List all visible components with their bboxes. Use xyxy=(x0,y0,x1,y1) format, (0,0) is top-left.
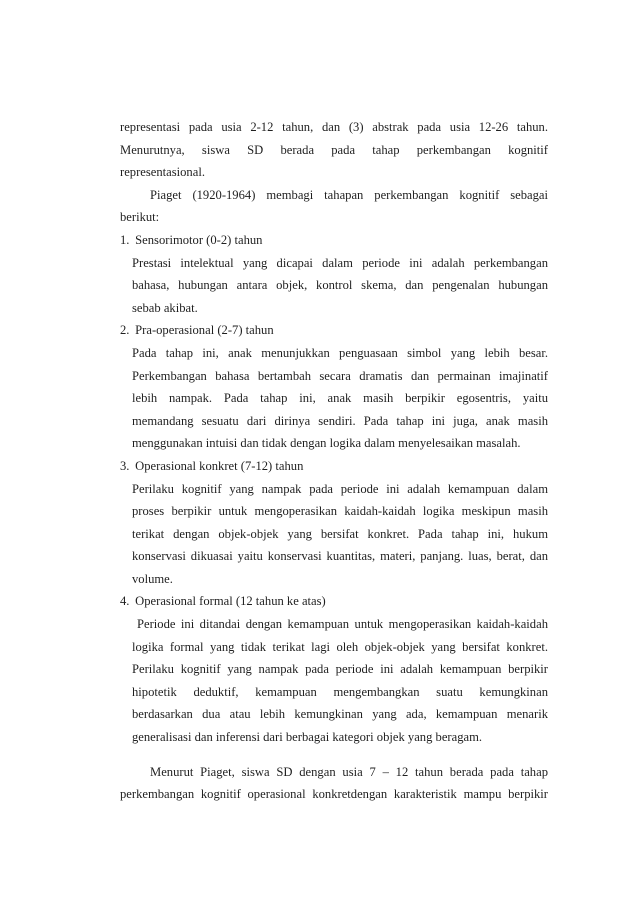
text-line: hipotetik deduktif, kemampuan mengembangkan suatu kemungkinan xyxy=(132,684,548,699)
stage-heading xyxy=(120,229,548,252)
text-line: Prestasi intelektual yang dicapai dalam periode ini adalah perkembangan xyxy=(132,255,548,270)
intro-paragraph xyxy=(120,116,548,184)
text-line: Piaget (1920-1964) membagi tahapan perkembangan kognitif sebagai xyxy=(150,187,548,202)
stage-title: Operasional formal (12 tahun ke atas) xyxy=(135,594,326,609)
stage-list xyxy=(120,229,548,749)
stage-number: 1. xyxy=(120,232,130,247)
stage-title: Operasional konkret (7-12) tahun xyxy=(135,458,304,473)
stage-number: 3. xyxy=(120,458,130,473)
text-line: terikat dengan objek-objek yang bersifat konkret. Pada tahap ini, hukum xyxy=(132,526,548,541)
stage-item-pra-operasional xyxy=(120,319,548,455)
text-line: Perilaku kognitif yang nampak pada periode ini adalah kemampuan berpikir xyxy=(132,662,548,677)
text-line: berikut: xyxy=(120,210,160,225)
stage-item-sensorimotor xyxy=(120,229,548,319)
text-line: konservasi dikuasai yaitu konservasi kuantitas, materi, panjang. luas, berat, dan xyxy=(132,549,548,564)
stage-item-operasional-formal xyxy=(120,590,548,748)
stage-heading xyxy=(120,455,548,478)
stage-heading xyxy=(120,319,548,342)
piaget-intro-paragraph xyxy=(120,184,548,229)
paragraph-gap xyxy=(120,749,548,761)
stage-title: Sensorimotor (0-2) tahun xyxy=(135,232,263,247)
text-line: Menurut Piaget, siswa SD dengan usia 7 – 12 tahun berada pada tahap xyxy=(150,764,548,779)
text-line: Periode ini ditandai dengan kemampuan untuk mengoperasikan kaidah-kaidah xyxy=(137,617,548,632)
closing-paragraph xyxy=(120,761,548,806)
stage-title: Pra-operasional (2-7) tahun xyxy=(135,323,274,338)
text-line: representasional. xyxy=(120,165,205,180)
text-line: Menurutnya, siswa SD berada pada tahap perkembangan kognitif xyxy=(120,142,548,157)
text-line: perkembangan kognitif operasional konkretdengan karakteristik mampu berpikir xyxy=(120,787,548,802)
text-line: representasi pada usia 2-12 tahun, dan (3) abstrak pada usia 12-26 tahun. xyxy=(120,120,548,134)
text-line: Pada tahap ini, anak menunjukkan penguasaan simbol yang lebih besar. xyxy=(132,345,548,360)
text-line: volume. xyxy=(132,571,173,586)
stage-heading xyxy=(120,590,548,613)
text-line: menggunakan intuisi dan tidak dengan logika dalam menyelesaikan masalah. xyxy=(132,436,521,451)
document-body xyxy=(120,116,548,806)
text-line: proses berpikir untuk mengoperasikan kaidah-kaidah logika meskipun masih xyxy=(132,504,548,519)
text-line: memandang sesuatu dari dirinya sendiri. Pada tahap ini juga, anak masih xyxy=(132,413,548,428)
text-line: Perkembangan bahasa bertambah secara dramatis dan permainan imajinatif xyxy=(132,368,548,383)
stage-item-operasional-konkret xyxy=(120,455,548,591)
text-line: berdasarkan dua atau lebih kemungkinan yang ada, kemampuan menarik xyxy=(132,707,548,722)
text-line: logika formal yang tidak terikat lagi oleh objek-objek yang bersifat konkret. xyxy=(132,639,548,654)
text-line: lebih nampak. Pada tahap ini, anak masih berpikir egosentris, yaitu xyxy=(132,391,548,406)
stage-number: 4. xyxy=(120,594,130,609)
text-line: bahasa, hubungan antara objek, kontrol skema, dan pengenalan hubungan xyxy=(132,278,548,293)
stage-number: 2. xyxy=(120,323,130,338)
text-line: sebab akibat. xyxy=(132,300,198,315)
text-line: generalisasi dan inferensi dari berbagai kategori objek yang beragam. xyxy=(132,730,483,745)
text-line: Perilaku kognitif yang nampak pada periode ini adalah kemampuan dalam xyxy=(132,481,548,496)
